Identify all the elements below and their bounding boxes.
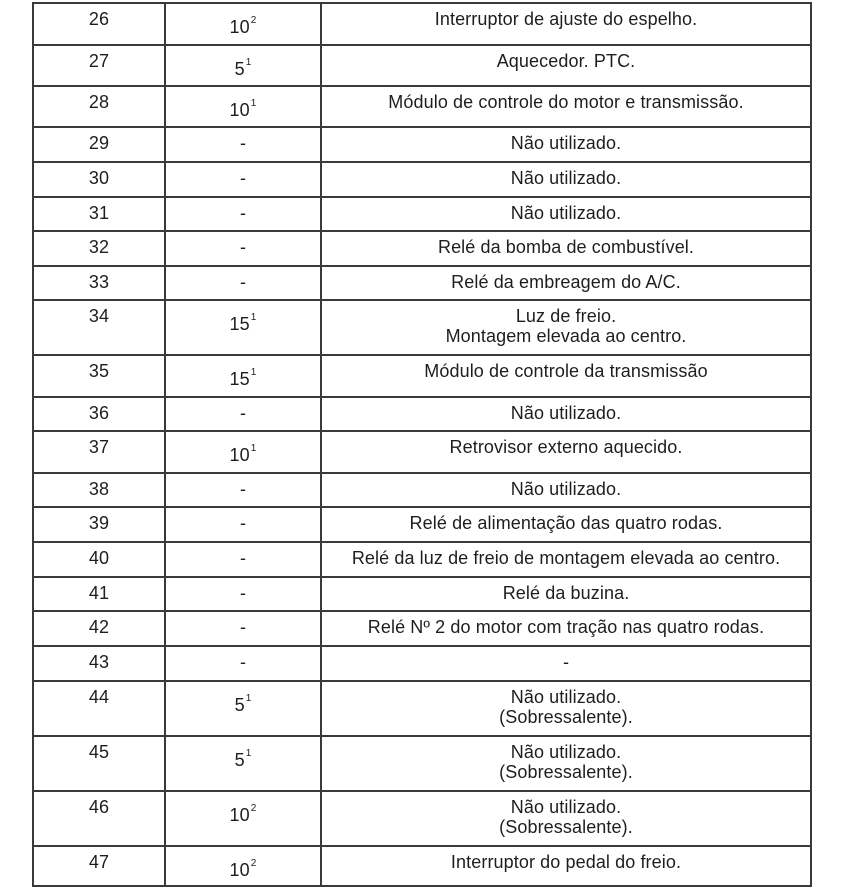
description-line: (Sobressalente). — [499, 707, 633, 727]
fuse-number-cell — [33, 542, 165, 577]
circuit-description — [322, 46, 810, 71]
description-line: Relé da luz de freio de montagem elevada ao centro. — [351, 548, 781, 568]
circuit-description-cell — [321, 507, 811, 542]
fuse-number-cell — [33, 45, 165, 86]
circuit-description-cell — [321, 577, 811, 611]
circuit-description-cell — [321, 431, 811, 473]
circuit-description — [322, 792, 810, 837]
fuse-number-cell — [33, 791, 165, 846]
circuit-description-cell — [321, 846, 811, 886]
fuse-number: 34 — [88, 306, 110, 326]
table-row — [33, 542, 811, 577]
fuse-number: 39 — [88, 513, 110, 533]
fuse-number-cell — [33, 681, 165, 736]
amperage-footnote: 2 — [250, 858, 257, 869]
fuse-amperage — [166, 432, 320, 465]
table-row — [33, 266, 811, 300]
fuse-amperage-cell — [165, 681, 321, 736]
fuse-number-cell — [33, 355, 165, 397]
fuse-amperage — [166, 232, 320, 257]
description-line: Não utilizado. — [510, 742, 622, 762]
fuse-amperage — [166, 46, 320, 79]
fuse-amperage — [166, 508, 320, 533]
description-line: - — [562, 652, 570, 672]
circuit-description — [322, 128, 810, 153]
amperage-value: 5 — [234, 750, 245, 770]
description-line: Não utilizado. — [510, 403, 622, 423]
description-line: Relé Nº 2 do motor com tração nas quatro rodas. — [367, 617, 765, 637]
table-row — [33, 355, 811, 397]
fuse-number-cell — [33, 646, 165, 681]
fuse-number: 42 — [88, 617, 110, 637]
circuit-description-cell — [321, 231, 811, 266]
description-line: Relé da buzina. — [502, 583, 630, 603]
circuit-description-cell — [321, 736, 811, 791]
amperage-value: 15 — [229, 314, 250, 334]
circuit-description-cell — [321, 681, 811, 736]
amperage-footnote: 1 — [245, 748, 252, 759]
circuit-description-cell — [321, 791, 811, 846]
circuit-description-cell — [321, 646, 811, 681]
fuse-amperage — [166, 612, 320, 637]
amperage-value: - — [239, 272, 247, 292]
circuit-description — [322, 474, 810, 499]
fuse-number-cell — [33, 266, 165, 300]
fuse-number: 37 — [88, 437, 110, 457]
fuse-amperage — [166, 847, 320, 880]
circuit-description — [322, 682, 810, 727]
fuse-amperage-cell — [165, 231, 321, 266]
description-line: Não utilizado. — [510, 797, 622, 817]
fuse-amperage — [166, 737, 320, 770]
table-row — [33, 197, 811, 231]
amperage-value: 10 — [229, 860, 250, 880]
fuse-number-cell — [33, 127, 165, 162]
fuse-amperage-cell — [165, 431, 321, 473]
description-line: Relé de alimentação das quatro rodas. — [409, 513, 723, 533]
fuse-amperage-cell — [165, 542, 321, 577]
circuit-description — [322, 432, 810, 457]
amperage-value: - — [239, 652, 247, 672]
fuse-number: 30 — [88, 168, 110, 188]
description-line: Luz de freio. — [515, 306, 617, 326]
description-line: Não utilizado. — [510, 203, 622, 223]
table-row — [33, 127, 811, 162]
amperage-footnote: 1 — [250, 98, 257, 109]
fuse-amperage-cell — [165, 355, 321, 397]
fuse-amperage — [166, 198, 320, 223]
fuse-amperage — [166, 163, 320, 188]
fuse-amperage — [166, 356, 320, 389]
table-row — [33, 3, 811, 45]
table-row — [33, 473, 811, 507]
amperage-value: 5 — [234, 59, 245, 79]
fuse-number: 40 — [88, 548, 110, 568]
amperage-value: 10 — [229, 445, 250, 465]
fuse-amperage-cell — [165, 646, 321, 681]
amperage-value: 10 — [229, 100, 250, 120]
amperage-value: 10 — [229, 17, 250, 37]
circuit-description — [322, 508, 810, 533]
fuse-amperage-cell — [165, 266, 321, 300]
fuse-amperage-cell — [165, 127, 321, 162]
fuse-table — [32, 2, 812, 887]
amperage-value: - — [239, 237, 247, 257]
circuit-description — [322, 647, 810, 672]
fuse-amperage-cell — [165, 162, 321, 197]
circuit-description-cell — [321, 355, 811, 397]
amperage-value: - — [239, 548, 247, 568]
description-line: Não utilizado. — [510, 479, 622, 499]
fuse-number-cell — [33, 231, 165, 266]
fuse-number: 38 — [88, 479, 110, 499]
description-line: Aquecedor. PTC. — [496, 51, 636, 71]
fuse-number: 41 — [88, 583, 110, 603]
table-row — [33, 162, 811, 197]
circuit-description — [322, 4, 810, 29]
circuit-description-cell — [321, 300, 811, 355]
circuit-description — [322, 163, 810, 188]
amperage-value: 5 — [234, 695, 245, 715]
fuse-number-cell — [33, 397, 165, 431]
circuit-description-cell — [321, 127, 811, 162]
table-row — [33, 431, 811, 473]
fuse-amperage-cell — [165, 397, 321, 431]
description-line: Módulo de controle da transmissão — [424, 361, 708, 381]
circuit-description — [322, 87, 810, 112]
circuit-description-cell — [321, 3, 811, 45]
circuit-description-cell — [321, 266, 811, 300]
table-row — [33, 507, 811, 542]
circuit-description — [322, 578, 810, 603]
fuse-amperage — [166, 647, 320, 672]
fuse-table-body — [33, 3, 811, 886]
fuse-number: 33 — [88, 272, 110, 292]
amperage-footnote: 1 — [245, 57, 252, 68]
amperage-footnote: 1 — [250, 443, 257, 454]
description-line: Montagem elevada ao centro. — [445, 326, 687, 346]
table-row — [33, 231, 811, 266]
fuse-amperage-cell — [165, 611, 321, 646]
fuse-number: 28 — [88, 92, 110, 112]
fuse-amperage — [166, 398, 320, 423]
fuse-number: 43 — [88, 652, 110, 672]
amperage-footnote: 1 — [250, 367, 257, 378]
fuse-amperage — [166, 474, 320, 499]
amperage-value: - — [239, 203, 247, 223]
fuse-amperage-cell — [165, 3, 321, 45]
amperage-value: 10 — [229, 805, 250, 825]
circuit-description-cell — [321, 611, 811, 646]
fuse-amperage — [166, 4, 320, 37]
circuit-description-cell — [321, 473, 811, 507]
description-line: Interruptor de ajuste do espelho. — [434, 9, 698, 29]
fuse-amperage-cell — [165, 473, 321, 507]
fuse-number: 27 — [88, 51, 110, 71]
description-line: Módulo de controle do motor e transmissão. — [388, 92, 744, 112]
amperage-value: - — [239, 513, 247, 533]
description-line: Relé da embreagem do A/C. — [451, 272, 681, 292]
circuit-description-cell — [321, 45, 811, 86]
fuse-number: 45 — [88, 742, 110, 762]
fuse-number-cell — [33, 300, 165, 355]
circuit-description-cell — [321, 542, 811, 577]
fuse-number: 32 — [88, 237, 110, 257]
table-row — [33, 681, 811, 736]
fuse-number-cell — [33, 611, 165, 646]
fuse-amperage — [166, 87, 320, 120]
fuse-amperage — [166, 267, 320, 292]
amperage-value: 15 — [229, 369, 250, 389]
circuit-description-cell — [321, 197, 811, 231]
table-row — [33, 45, 811, 86]
circuit-description-cell — [321, 162, 811, 197]
fuse-number: 26 — [88, 9, 110, 29]
circuit-description — [322, 356, 810, 381]
table-row — [33, 300, 811, 355]
description-line: (Sobressalente). — [499, 817, 633, 837]
description-line: Não utilizado. — [510, 133, 622, 153]
table-row — [33, 736, 811, 791]
fuse-number-cell — [33, 162, 165, 197]
fuse-number-cell — [33, 507, 165, 542]
fuse-number: 46 — [88, 797, 110, 817]
circuit-description — [322, 398, 810, 423]
amperage-footnote: 2 — [250, 803, 257, 814]
circuit-description-cell — [321, 397, 811, 431]
fuse-number-cell — [33, 846, 165, 886]
table-row — [33, 577, 811, 611]
amperage-value: - — [239, 617, 247, 637]
amperage-value: - — [239, 168, 247, 188]
fuse-amperage — [166, 128, 320, 153]
fuse-amperage — [166, 301, 320, 334]
description-line: Relé da bomba de combustível. — [437, 237, 695, 257]
description-line: Não utilizado. — [510, 687, 622, 707]
table-row — [33, 86, 811, 127]
fuse-number-cell — [33, 473, 165, 507]
amperage-footnote: 2 — [250, 15, 257, 26]
description-line: Interruptor do pedal do freio. — [450, 852, 682, 872]
amperage-footnote: 1 — [250, 312, 257, 323]
fuse-amperage-cell — [165, 791, 321, 846]
fuse-number-cell — [33, 577, 165, 611]
fuse-number-cell — [33, 197, 165, 231]
circuit-description — [322, 198, 810, 223]
amperage-value: - — [239, 479, 247, 499]
table-row — [33, 791, 811, 846]
fuse-amperage — [166, 682, 320, 715]
table-row — [33, 611, 811, 646]
circuit-description — [322, 232, 810, 257]
fuse-number: 47 — [88, 852, 110, 872]
fuse-amperage-cell — [165, 507, 321, 542]
description-line: Não utilizado. — [510, 168, 622, 188]
circuit-description — [322, 847, 810, 872]
circuit-description — [322, 301, 810, 346]
fuse-number-cell — [33, 736, 165, 791]
amperage-footnote: 1 — [245, 693, 252, 704]
fuse-number: 35 — [88, 361, 110, 381]
fuse-amperage-cell — [165, 577, 321, 611]
fuse-number: 36 — [88, 403, 110, 423]
circuit-description — [322, 737, 810, 782]
description-line: (Sobressalente). — [499, 762, 633, 782]
table-row — [33, 846, 811, 886]
fuse-amperage — [166, 543, 320, 568]
fuse-number-cell — [33, 3, 165, 45]
fuse-amperage-cell — [165, 86, 321, 127]
fuse-number-cell — [33, 431, 165, 473]
fuse-number-cell — [33, 86, 165, 127]
fuse-amperage-cell — [165, 45, 321, 86]
fuse-amperage — [166, 792, 320, 825]
circuit-description — [322, 543, 810, 568]
fuse-amperage-cell — [165, 736, 321, 791]
table-row — [33, 397, 811, 431]
fuse-amperage-cell — [165, 300, 321, 355]
fuse-amperage-cell — [165, 197, 321, 231]
amperage-value: - — [239, 583, 247, 603]
amperage-value: - — [239, 403, 247, 423]
table-row — [33, 646, 811, 681]
fuse-amperage — [166, 578, 320, 603]
circuit-description — [322, 267, 810, 292]
circuit-description — [322, 612, 810, 637]
amperage-value: - — [239, 133, 247, 153]
fuse-number: 31 — [88, 203, 110, 223]
fuse-number: 44 — [88, 687, 110, 707]
description-line: Retrovisor externo aquecido. — [449, 437, 683, 457]
fuse-number: 29 — [88, 133, 110, 153]
circuit-description-cell — [321, 86, 811, 127]
fuse-amperage-cell — [165, 846, 321, 886]
